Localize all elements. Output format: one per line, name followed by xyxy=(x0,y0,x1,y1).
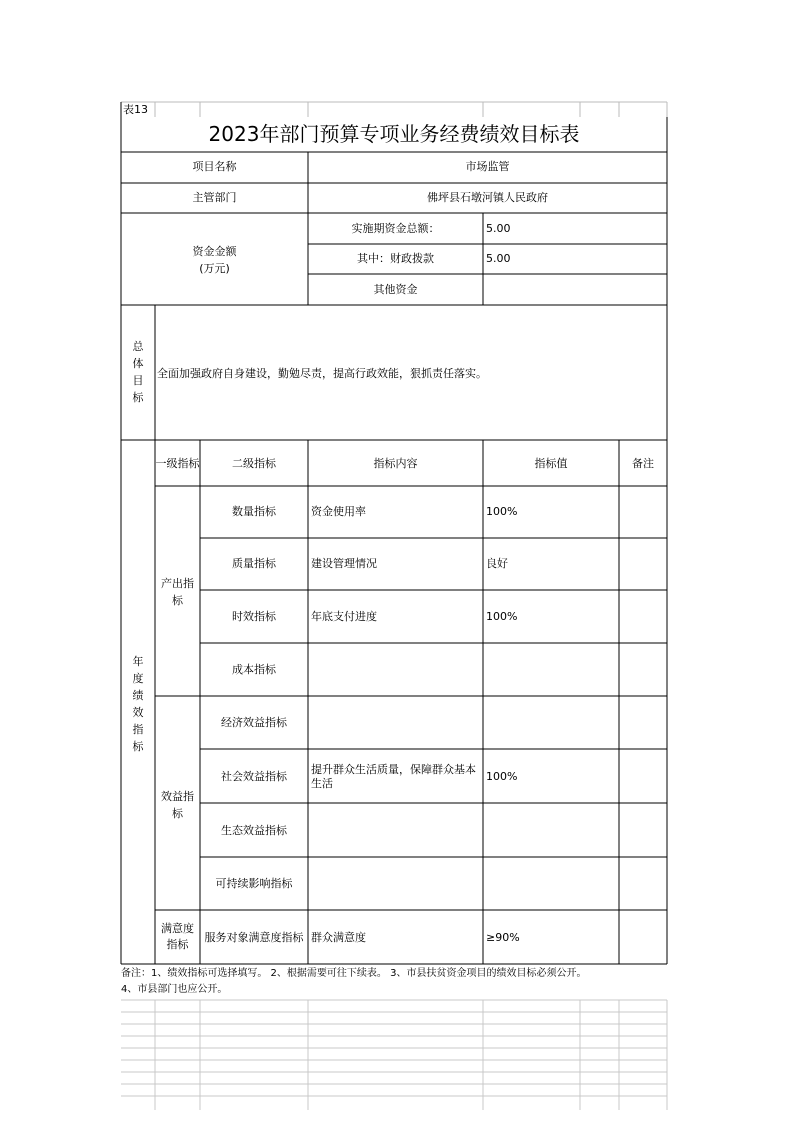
table-row-level2: 数量指标 xyxy=(232,505,276,518)
funds-label: 资金金额 xyxy=(192,245,237,258)
table-row-level2: 成本指标 xyxy=(232,663,276,676)
table-row-value: 100% xyxy=(486,505,518,518)
table-row-content: 提升群众生活质量，保障群众基本生活 xyxy=(311,763,476,790)
table-row-level2: 社会效益指标 xyxy=(221,770,287,783)
page-title: 2023年部门预算专项业务经费绩效目标表 xyxy=(208,122,580,146)
table-row-value: ≥90% xyxy=(486,931,520,944)
table-row-level2: 服务对象满意度指标 xyxy=(204,931,304,944)
table-row-level2: 可持续影响指标 xyxy=(215,877,293,890)
funds-unit: (万元) xyxy=(199,262,230,275)
funds-fiscal-value: 5.00 xyxy=(486,252,511,265)
table-row-value: 100% xyxy=(486,770,518,783)
annual-label: 年度绩效指标 xyxy=(132,655,144,753)
dept-value: 佛坪县石墩河镇人民政府 xyxy=(427,191,548,204)
project-name-value: 市场监管 xyxy=(465,160,510,173)
table-row-content: 群众满意度 xyxy=(311,931,366,944)
table-row-level2: 时效指标 xyxy=(232,610,276,623)
table-row-value: 良好 xyxy=(486,557,508,570)
overall-goal-label: 总体目标 xyxy=(132,340,144,404)
funds-total-value: 5.00 xyxy=(486,222,511,235)
footnote-line2: 4、市县部门也应公开。 xyxy=(121,984,228,995)
table-row-content: 年底支付进度 xyxy=(311,610,377,623)
group-benefit: 效益指标 xyxy=(161,790,194,820)
group-output: 产出指标 xyxy=(161,577,194,607)
header-level2: 二级指标 xyxy=(232,457,276,470)
table-row-level2: 生态效益指标 xyxy=(221,824,287,837)
table-row-content: 资金使用率 xyxy=(311,505,366,518)
funds-total-label: 实施期资金总额： xyxy=(351,222,440,235)
table-row-content: 建设管理情况 xyxy=(311,557,377,570)
overall-goal-text: 全面加强政府自身建设，勤勉尽责，提高行政效能，狠抓责任落实。 xyxy=(157,367,487,380)
funds-other-label: 其他资金 xyxy=(373,283,418,296)
table-row-level2: 经济效益指标 xyxy=(221,716,287,729)
footnote-line1: 备注：1、绩效指标可选择填写。 2、根据需要可往下续表。 3、市县扶贫资金项目的绩效目标必须公开。 xyxy=(121,968,587,979)
table-row-value: 100% xyxy=(486,610,518,623)
header-value: 指标值 xyxy=(534,457,568,470)
header-content: 指标内容 xyxy=(373,457,418,470)
funds-fiscal-label: 其中：财政拨款 xyxy=(357,252,434,265)
sheet-tag: 表13 xyxy=(123,103,148,116)
project-name-label: 项目名称 xyxy=(192,160,237,173)
dept-label: 主管部门 xyxy=(192,191,237,204)
header-note: 备注 xyxy=(632,457,654,470)
header-level1: 一级指标 xyxy=(155,457,200,470)
table-row-level2: 质量指标 xyxy=(232,557,276,570)
group-satisfaction: 满意度指标 xyxy=(161,922,194,951)
